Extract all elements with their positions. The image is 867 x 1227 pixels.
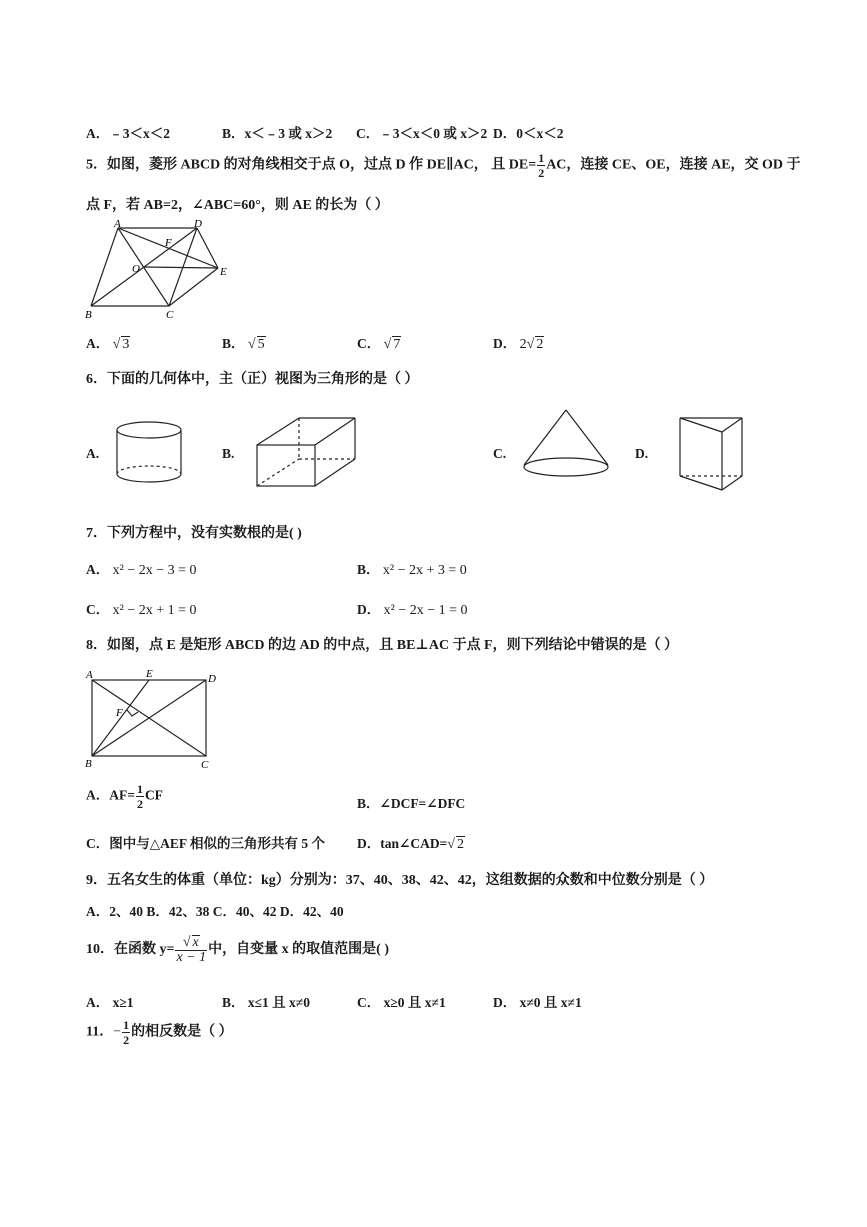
q5-option-d: D． 2√ 2 <box>493 336 544 352</box>
cylinder-icon <box>112 418 188 488</box>
q7-option-c: C． x² − 2x + 1 = 0 <box>86 602 197 618</box>
q7-option-d: D． x² − 2x − 1 = 0 <box>357 602 468 618</box>
q8-option-b: B．∠DCF=∠DFC <box>357 796 466 811</box>
cone-icon <box>518 405 616 485</box>
q10-option-a: A． x≥1 <box>86 995 134 1010</box>
q8-label-e: E <box>146 668 153 680</box>
q6-option-a-letter: A. <box>86 446 100 461</box>
q10-stem: 10．在函数 y= $\frac{√ x}{x - 1}$ 中，自变量 x 的取值范围是( ) <box>86 935 389 965</box>
rhombus-figure <box>84 218 234 322</box>
q8-label-b: B <box>85 758 92 770</box>
q7-stem: 7．下列方程中，没有实数根的是( ) <box>86 526 302 541</box>
q10-fraction: $\frac{√ x}{x - 1}$ <box>176 935 207 965</box>
q5-stem-line1: 5．如图，菱形 ABCD 的对角线相交于点 O，过点 D 作 DE∥AC， 且 DE= $\frac{1}{2}$ AC，连接 CE、OE，连接 AE，交 OD 于 <box>86 151 801 180</box>
q6-stem: 6．下面的几何体中，主（正）视图为三角形的是（ ） <box>86 372 419 387</box>
q6-option-d-letter: D. <box>635 446 649 461</box>
q4-option-c: C．﹣3＜x＜0 或 x＞2 <box>356 126 488 141</box>
q10-option-d: D． x≠0 且 x≠1 <box>493 995 582 1010</box>
q10-option-b: B． x≤1 且 x≠0 <box>222 995 310 1010</box>
q8-label-c: C <box>201 759 209 771</box>
q9-stem: 9．五名女生的体重（单位：kg）分别为：37、40、38、42、42，这组数据的众数和中位数分别是（ ） <box>86 873 714 888</box>
q8-label-d: D <box>208 673 216 685</box>
q4-option-a: A．﹣3＜x＜2 <box>86 126 170 141</box>
q6-option-c-letter: C. <box>493 446 507 461</box>
q8-label-a: A <box>86 669 93 681</box>
q4-option-b: B．x＜﹣3 或 x＞2 <box>222 126 333 141</box>
q4-option-d: D．0＜x＜2 <box>493 126 564 141</box>
q5-stem-line2: 点 F，若 AB=2，∠ABC=60°，则 AE 的长为（ ） <box>86 198 389 213</box>
q5-label-b: B <box>85 309 92 321</box>
q11-stem: 11．− $\frac{1}{2}$ 的相反数是（ ） <box>86 1018 233 1047</box>
q5-label-a: A <box>114 218 121 230</box>
q5-label-e: E <box>220 266 227 278</box>
q5-label-d: D <box>194 218 202 230</box>
triangular-prism-icon <box>672 410 748 496</box>
q7-option-a: A． x² − 2x − 3 = 0 <box>86 562 197 578</box>
q5-label-f: F <box>165 237 172 249</box>
cuboid-icon <box>252 412 360 492</box>
q8-option-a: A．AF= $\frac{1}{2}$ CF <box>86 782 163 811</box>
q5-option-c: C． √ 7 <box>357 336 401 352</box>
q5-option-a: A． √ 3 <box>86 336 130 352</box>
q5-fraction: $\frac{1}{2}$ <box>538 151 545 180</box>
q5-label-c: C <box>166 309 174 321</box>
q7-option-b: B． x² − 2x + 3 = 0 <box>357 562 467 578</box>
q10-option-c: C． x≥0 且 x≠1 <box>357 995 446 1010</box>
rectangle-figure <box>82 666 222 774</box>
q5-option-b: B． √ 5 <box>222 336 265 352</box>
q5-label-o: O <box>132 263 140 275</box>
q8-label-f: F <box>116 707 123 719</box>
q8-option-c: C．图中与△AEF 相似的三角形共有 5 个 <box>86 836 326 851</box>
q8-stem: 8．如图，点 E 是矩形 ABCD 的边 AD 的中点，且 BE⊥AC 于点 F，则下列结论中错误的是（ ） <box>86 638 679 653</box>
q9-options: A．2、40 B．42、38 C．40、42 D．42、40 <box>86 904 344 919</box>
q6-option-b-letter: B. <box>222 446 235 461</box>
q8-option-d: D．tan∠CAD=√ 2 <box>357 836 464 852</box>
